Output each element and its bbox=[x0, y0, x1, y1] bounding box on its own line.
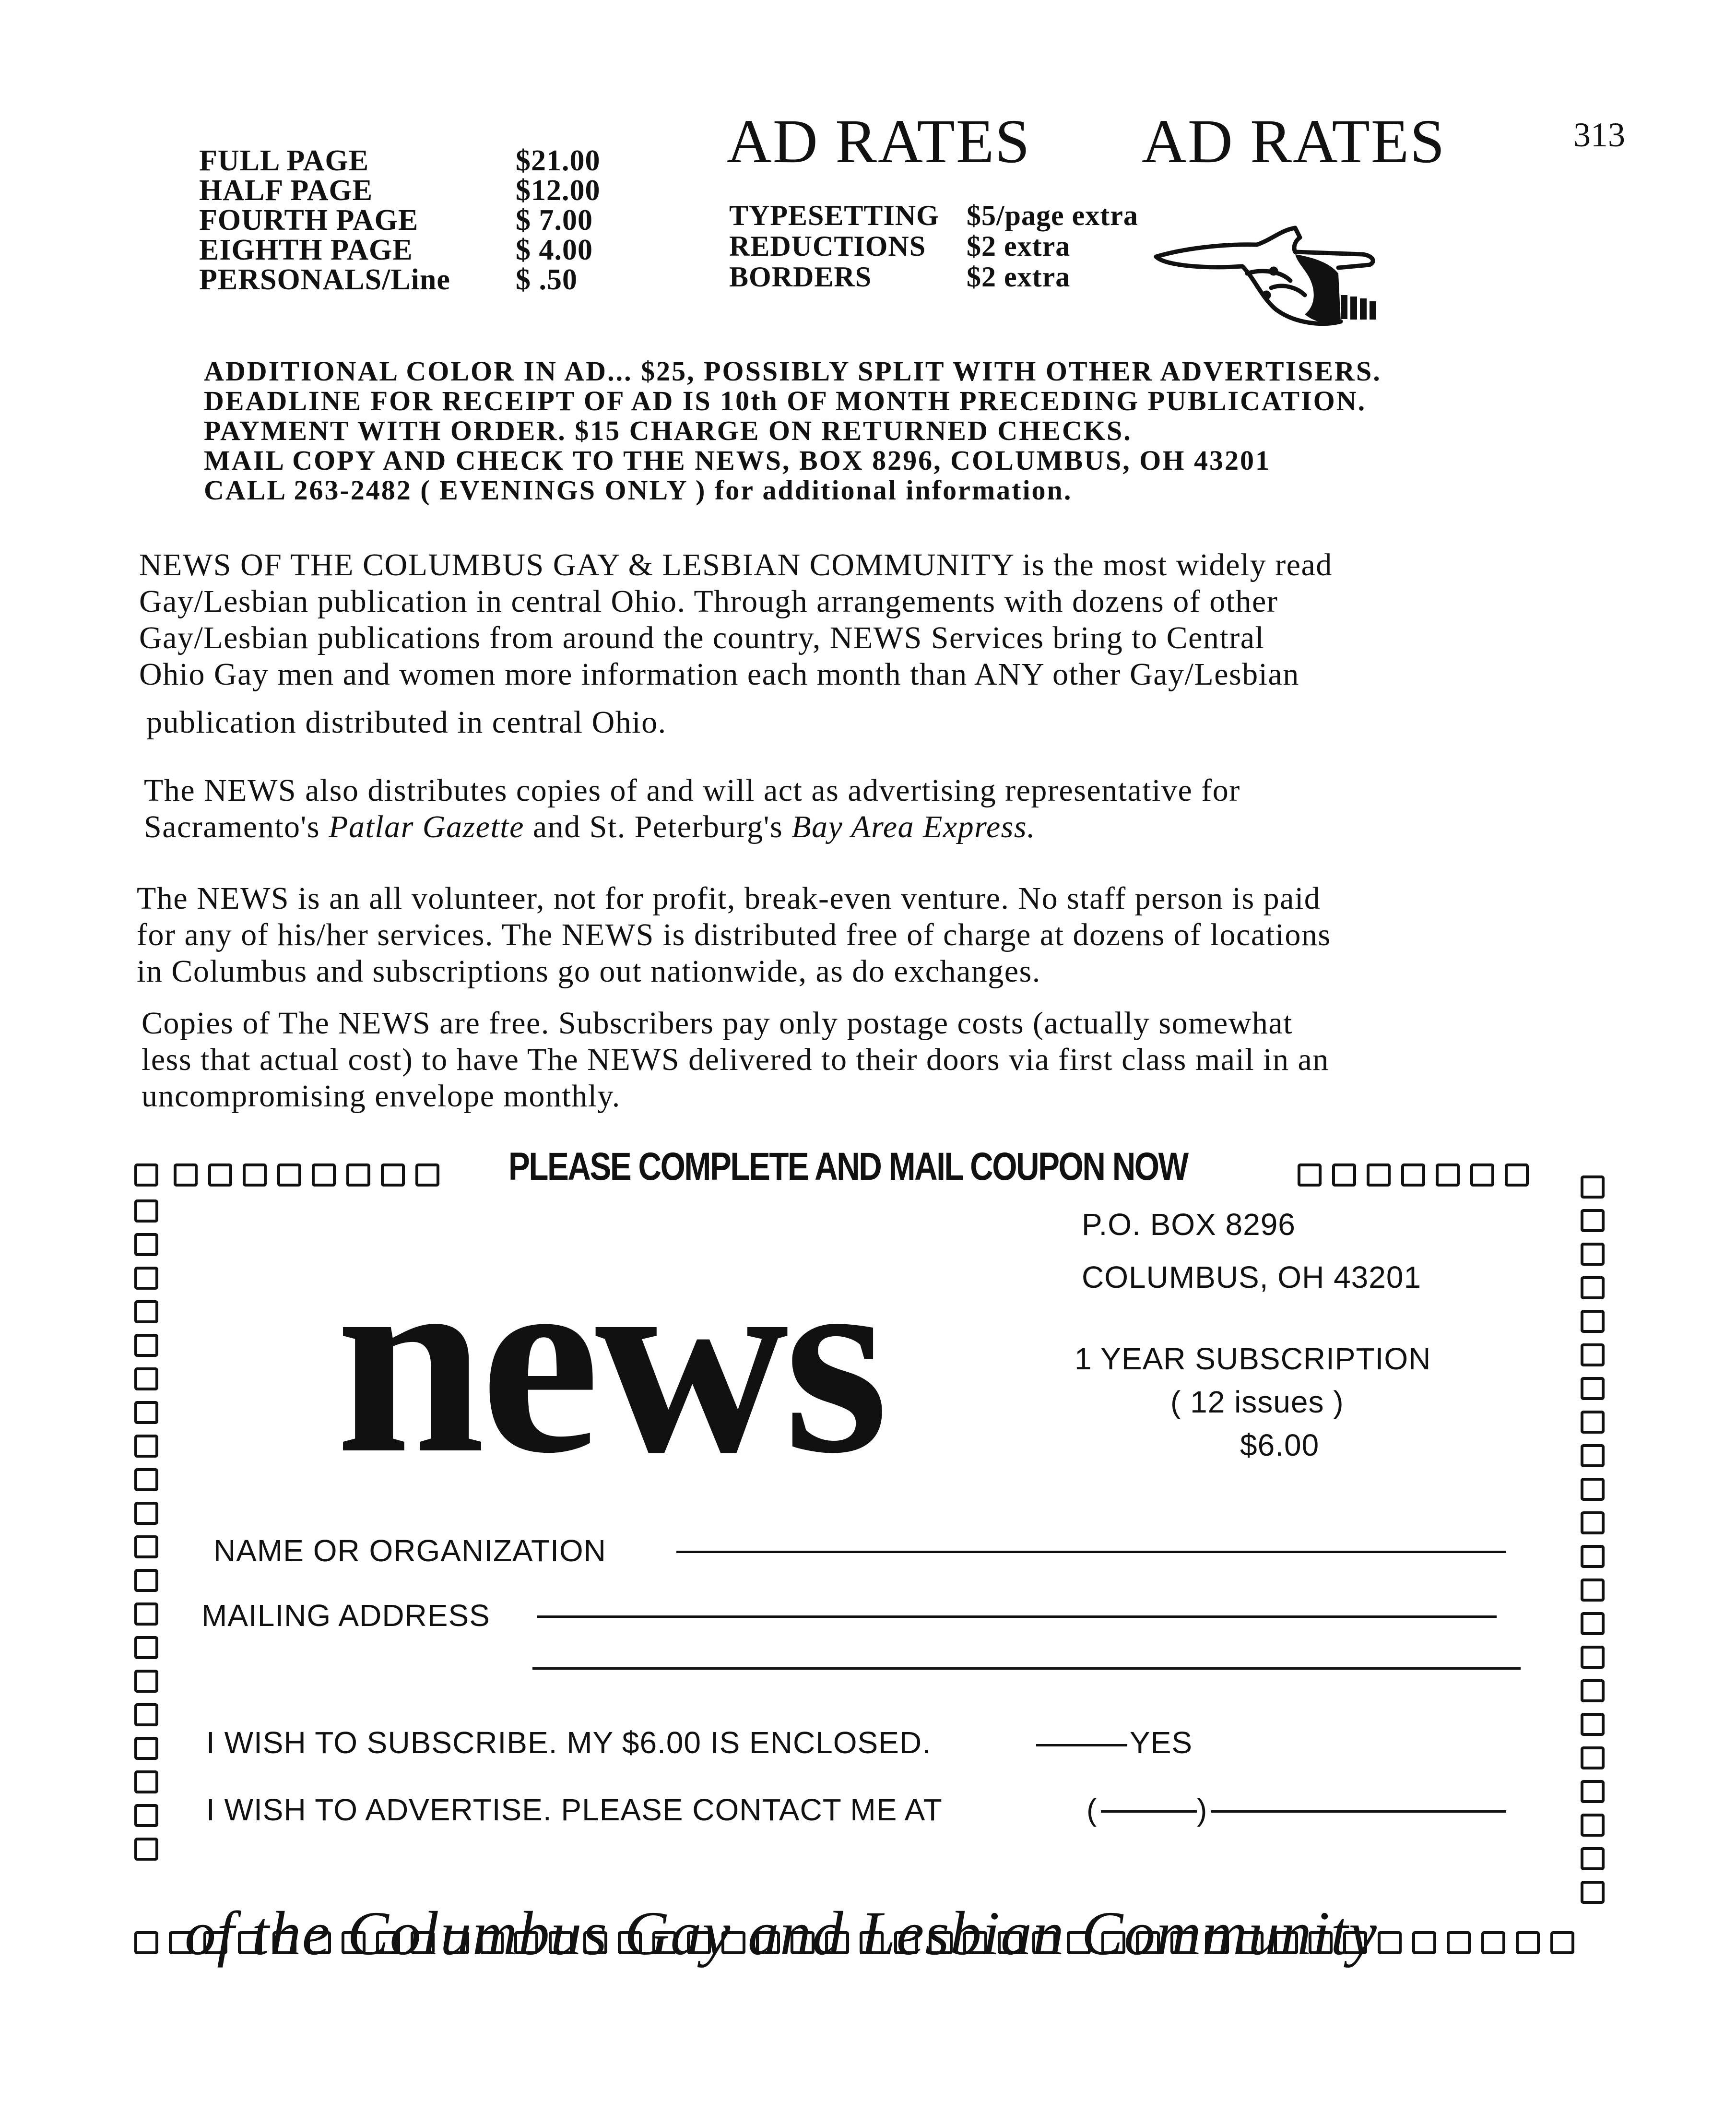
rate-price: $ .50 bbox=[516, 263, 578, 296]
phone-close-paren: ) bbox=[1197, 1792, 1208, 1827]
coupon-border-right bbox=[1581, 1175, 1608, 1914]
address-field[interactable] bbox=[537, 1615, 1497, 1618]
news-logo: news bbox=[336, 1211, 884, 1509]
extra-label: TYPESETTING bbox=[729, 200, 939, 231]
publication-title: Bay Area Express. bbox=[791, 809, 1036, 844]
coupon-border-top-right bbox=[1298, 1163, 1539, 1191]
paragraph-2-text: and St. Peterburg's bbox=[524, 809, 792, 844]
advertise-label: I WISH TO ADVERTISE. PLEASE CONTACT ME AT bbox=[206, 1792, 943, 1827]
paragraph-3-line: in Columbus and subscriptions go out nationwide, as do exchanges. bbox=[137, 954, 1041, 989]
subscribe-label: I WISH TO SUBSCRIBE. MY $6.00 IS ENCLOSED. bbox=[206, 1725, 931, 1760]
paragraph-2-line bbox=[144, 809, 1036, 845]
rate-price: $ 4.00 bbox=[516, 234, 593, 266]
paragraph-4-line: Copies of The NEWS are free. Subscribers pay only postage costs (actually somewhat bbox=[142, 1006, 1293, 1041]
ad-rates-heading: AD RATES bbox=[1142, 107, 1446, 176]
paragraph-1-line: NEWS OF THE COLUMBUS GAY & LESBIAN COMMUNITY is the most widely read bbox=[139, 547, 1333, 582]
paragraph-1-line: Gay/Lesbian publications from around the country, NEWS Services bring to Central bbox=[139, 620, 1265, 655]
rate-label: EIGHTH PAGE bbox=[199, 234, 413, 266]
extra-price: $2 extra bbox=[967, 261, 1071, 293]
rate-label: FULL PAGE bbox=[199, 144, 369, 177]
pointing-hand-icon bbox=[1151, 211, 1425, 336]
address-line: P.O. BOX 8296 bbox=[1082, 1207, 1296, 1242]
notice-line: DEADLINE FOR RECEIPT OF AD IS 10th OF MONTH PRECEDING PUBLICATION. bbox=[204, 385, 1367, 416]
rate-label: PERSONALS/Line bbox=[199, 263, 450, 296]
paragraph-3-line: for any of his/her services. The NEWS is distributed free of charge at dozens of locations bbox=[137, 917, 1331, 952]
ad-rates-heading: AD RATES bbox=[727, 107, 1031, 176]
rate-label: HALF PAGE bbox=[199, 174, 373, 207]
notice-line: PAYMENT WITH ORDER. $15 CHARGE ON RETURNED CHECKS. bbox=[204, 415, 1132, 446]
address-line: COLUMBUS, OH 43201 bbox=[1082, 1260, 1422, 1294]
address-field-label: MAILING ADDRESS bbox=[201, 1598, 490, 1633]
ad-rate-table bbox=[199, 144, 679, 297]
paragraph-1-line: publication distributed in central Ohio. bbox=[146, 705, 667, 740]
paragraph-1-line: Gay/Lesbian publication in central Ohio. Through arrangements with dozens of other bbox=[139, 584, 1278, 619]
name-field-label: NAME OR ORGANIZATION bbox=[213, 1533, 606, 1568]
phone-open-paren: ( bbox=[1086, 1792, 1098, 1827]
extra-price: $5/page extra bbox=[967, 200, 1138, 231]
notice-line: ADDITIONAL COLOR IN AD... $25, POSSIBLY SPLIT WITH OTHER ADVERTISERS. bbox=[204, 356, 1382, 387]
subscription-issues: ( 12 issues ) bbox=[1170, 1385, 1344, 1419]
extra-price: $2 extra bbox=[967, 230, 1071, 262]
coupon-tagline: of the Columbus Gay and Lesbian Community bbox=[185, 1899, 1378, 1968]
subscription-title: 1 YEAR SUBSCRIPTION bbox=[1075, 1341, 1431, 1376]
rate-price: $12.00 bbox=[516, 174, 601, 207]
coupon-border-left bbox=[134, 1199, 162, 1871]
subscription-price: $6.00 bbox=[1240, 1428, 1320, 1462]
notice-line: MAIL COPY AND CHECK TO THE NEWS, BOX 8296, COLUMBUS, OH 43201 bbox=[204, 445, 1271, 476]
rate-price: $21.00 bbox=[516, 144, 601, 177]
paragraph-1-line: Ohio Gay men and women more information each month than ANY other Gay/Lesbian bbox=[139, 657, 1299, 692]
publication-title: Patlar Gazette bbox=[329, 809, 524, 844]
extras-table bbox=[729, 199, 1209, 305]
name-field[interactable] bbox=[676, 1551, 1506, 1553]
subscribe-yes: YES bbox=[1130, 1725, 1193, 1760]
page-number: 313 bbox=[1573, 116, 1625, 154]
rate-label: FOURTH PAGE bbox=[199, 204, 419, 237]
paragraph-2-text: Sacramento's bbox=[144, 809, 329, 844]
extra-label: REDUCTIONS bbox=[729, 230, 926, 262]
paragraph-3-line: The NEWS is an all volunteer, not for profit, break-even venture. No staff person is paid bbox=[137, 881, 1321, 916]
paragraph-4-line: less that actual cost) to have The NEWS delivered to their doors via first class mail in an bbox=[142, 1042, 1329, 1077]
notice-line: CALL 263-2482 ( EVENINGS ONLY ) for additional information. bbox=[204, 475, 1073, 506]
subscribe-checkline[interactable] bbox=[1036, 1744, 1127, 1746]
paragraph-2-line: The NEWS also distributes copies of and will act as advertising representative for bbox=[144, 773, 1240, 808]
phone-number-field[interactable] bbox=[1211, 1810, 1506, 1813]
phone-area-code-field[interactable] bbox=[1101, 1810, 1197, 1813]
address-field-line-2[interactable] bbox=[532, 1667, 1521, 1670]
subscription-coupon bbox=[134, 1145, 1609, 1968]
extra-label: BORDERS bbox=[729, 261, 872, 293]
paragraph-4-line: uncompromising envelope monthly. bbox=[142, 1079, 621, 1114]
rate-price: $ 7.00 bbox=[516, 204, 593, 237]
coupon-border-top-left bbox=[134, 1163, 450, 1191]
coupon-heading: PLEASE COMPLETE AND MAIL COUPON NOW bbox=[508, 1145, 1188, 1188]
